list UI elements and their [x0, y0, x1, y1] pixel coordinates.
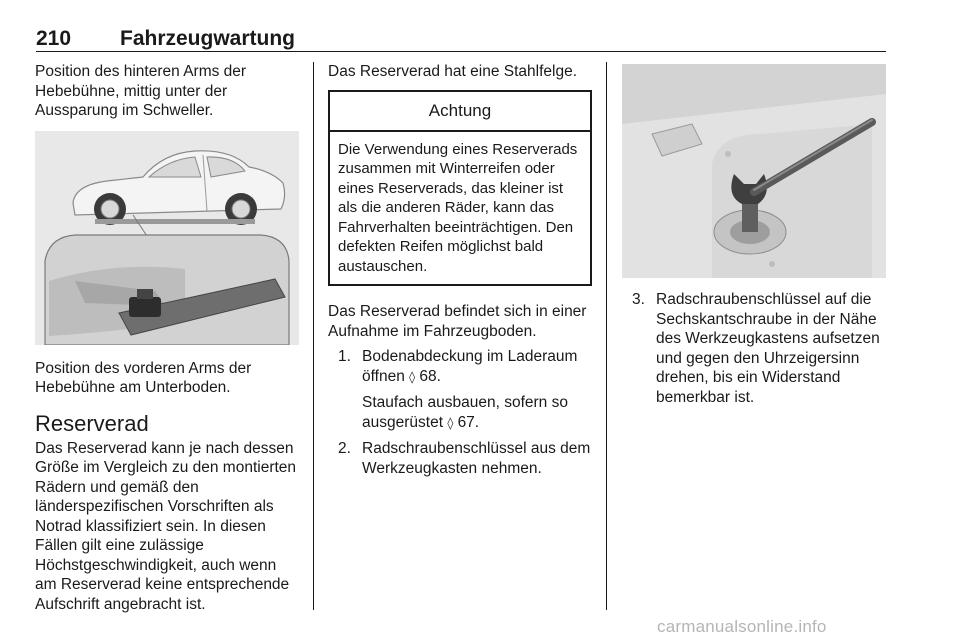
page-reference[interactable]: 67.: [457, 413, 480, 431]
lift-rear-arm-text: Position des hinteren Arms der Hebebühne, mittig unter der Aussparung im Schweller.: [35, 63, 247, 119]
step-text: Bodenabdeckung im Laderaum öffnen: [362, 348, 578, 385]
list-item: 1. Bodenabdeckung im Laderaum öffnen ◊ 68. Staufach ausbauen, sofern so ausgerüstet ◊ 67.: [338, 347, 592, 433]
reference-icon: ◊: [409, 369, 416, 384]
warning-box: [328, 90, 592, 287]
warning-text: Die Verwendung eines Reserverads zusammen mit Winterreifen oder eines Reserverads, das kleiner ist als die anderen Räder, kann das Fahrverhalten beeinträchtigen. Den defekten Reifen möglichst bald austauschen.: [338, 140, 578, 275]
column-left: [35, 62, 299, 614]
car-lift-illustration: [35, 131, 299, 345]
reference-icon: ◊: [447, 415, 454, 430]
instruction-steps: [328, 347, 592, 478]
column-divider: [606, 62, 607, 610]
column-divider: [313, 62, 314, 610]
column-middle: [328, 62, 592, 478]
lift-front-arm-caption: Position des vorderen Arms der Hebebühne am Unterboden.: [35, 359, 252, 396]
page-header: [36, 27, 886, 52]
list-item: 3. Radschraubenschlüssel auf die Sechskantschraube in der Nähe des Werkzeugkastens aufsetzen und gegen den Uhrzeigersinn drehen, bis ein Widerstand bemerkbar ist.: [632, 291, 880, 406]
instruction-steps: [622, 290, 886, 407]
step-subtext: Staufach ausbauen, sofern so ausgerüstet ◊ 67.: [362, 394, 568, 431]
steel-rim-text: Das Reserverad hat eine Stahlfelge.: [328, 63, 578, 80]
watermark: carmanualsonline.info: [657, 617, 827, 636]
car-lift-drawing: [35, 131, 299, 345]
wrench-drawing: [622, 64, 886, 278]
step-text: Radschraubenschlüssel auf die Sechskantschraube in der Nähe des Werkzeugkastens aufsetzen und gegen den Uhrzeigersinn drehen, bis ein Widerstand bemerkbar ist.: [656, 291, 880, 406]
wrench-illustration: [622, 64, 886, 278]
list-item: 2. Radschraubenschlüssel aus dem Werkzeugkasten nehmen.: [338, 440, 591, 477]
section-title-reserverad: Reserverad: [35, 410, 149, 436]
warning-title: Achtung: [330, 92, 590, 132]
page-reference[interactable]: 68.: [419, 367, 441, 385]
spare-wheel-description: Das Reserverad kann je nach dessen Größe im Vergleich zu den montierten Rädern und gemäß den länderspezifischen Vorschriften als Notrad klassifiziert sein. In diesen Fällen gilt eine zulässige Höchstgeschwindigkeit, auch wenn am Reserverad keine entsprechende Aufschrift angebracht ist.: [35, 439, 297, 613]
step-text: Radschraubenschlüssel aus dem Werkzeugkasten nehmen.: [362, 440, 591, 477]
page-number: 210: [36, 27, 72, 50]
column-right: [622, 66, 886, 407]
spare-wheel-location-text: Das Reserverad befindet sich in einer Aufnahme im Fahrzeugboden.: [328, 303, 587, 340]
page-title: Fahrzeugwartung: [120, 27, 296, 50]
